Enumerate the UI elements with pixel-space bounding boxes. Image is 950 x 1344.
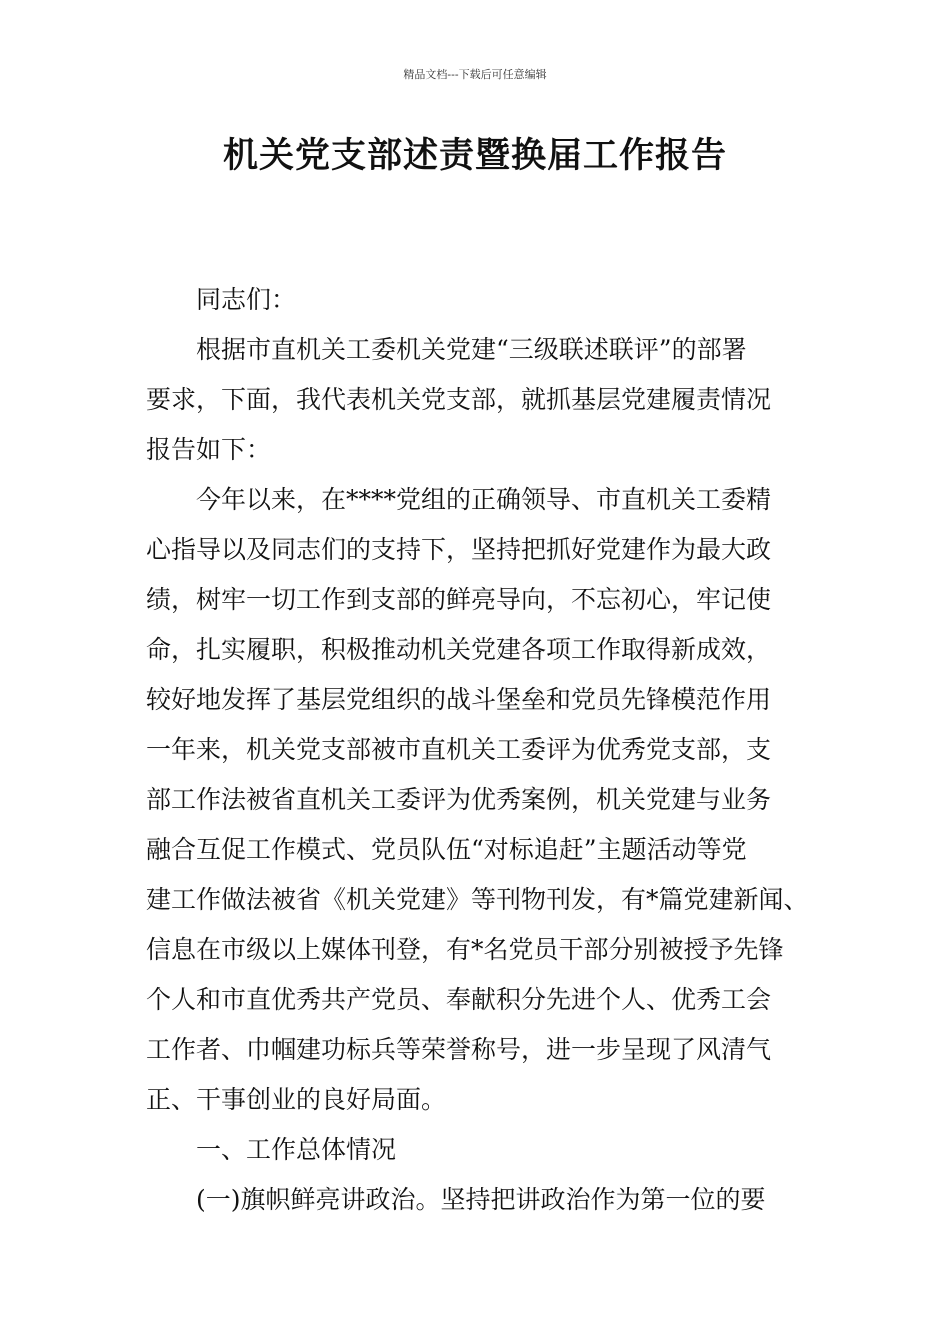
paragraph-line: 正、干事创业的良好局面。 xyxy=(146,1085,447,1114)
paragraph-line: 信息在市级以上媒体刊登，有*名党员干部分别被授予先锋 xyxy=(146,935,784,964)
paragraph-line: 部工作法被省直机关工委评为优秀案例，机关党建与业务 xyxy=(146,785,772,814)
page-header-note: 精品文档---下载后可任意编辑 xyxy=(403,68,547,81)
paragraph-line: 报告如下： xyxy=(146,435,272,464)
paragraph-line: 个人和市直优秀共产党员、奉献积分先进个人、优秀工会 xyxy=(146,985,772,1014)
paragraph-line: 命，扎实履职，积极推动机关党建各项工作取得新成效， xyxy=(146,635,772,664)
section-heading: 一、工作总体情况 xyxy=(196,1135,397,1164)
paragraph-line: (一)旗帜鲜亮讲政治。坚持把讲政治作为第一位的要 xyxy=(196,1185,766,1214)
paragraph-line: 根据市直机关工委机关党建“三级联述联评”的部署 xyxy=(196,335,747,364)
paragraph-line: 建工作做法被省《机关党建》等刊物刊发，有*篇党建新闻、 xyxy=(146,885,809,914)
paragraph-line: 心指导以及同志们的支持下，坚持把抓好党建作为最大政 xyxy=(146,535,772,564)
paragraph-line: 工作者、巾帼建功标兵等荣誉称号，进一步呈现了风清气 xyxy=(146,1035,772,1064)
paragraph-line: 一年来，机关党支部被市直机关工委评为优秀党支部，支 xyxy=(146,735,772,764)
paragraph-line: 要求，下面，我代表机关党支部，就抓基层党建履责情况 xyxy=(146,385,772,414)
paragraph-line: 同志们： xyxy=(196,285,297,314)
paragraph-line: 今年以来，在****党组的正确领导、市直机关工委精 xyxy=(196,485,772,514)
document-title: 机关党支部述责暨换届工作报告 xyxy=(222,136,727,176)
paragraph-line: 绩，树牢一切工作到支部的鲜亮导向，不忘初心，牢记使 xyxy=(146,585,772,614)
paragraph-line: 较好地发挥了基层党组织的战斗堡垒和党员先锋模范作用 xyxy=(146,685,772,714)
paragraph-line: 融合互促工作模式、党员队伍“对标追赶”主题活动等党 xyxy=(146,835,747,864)
